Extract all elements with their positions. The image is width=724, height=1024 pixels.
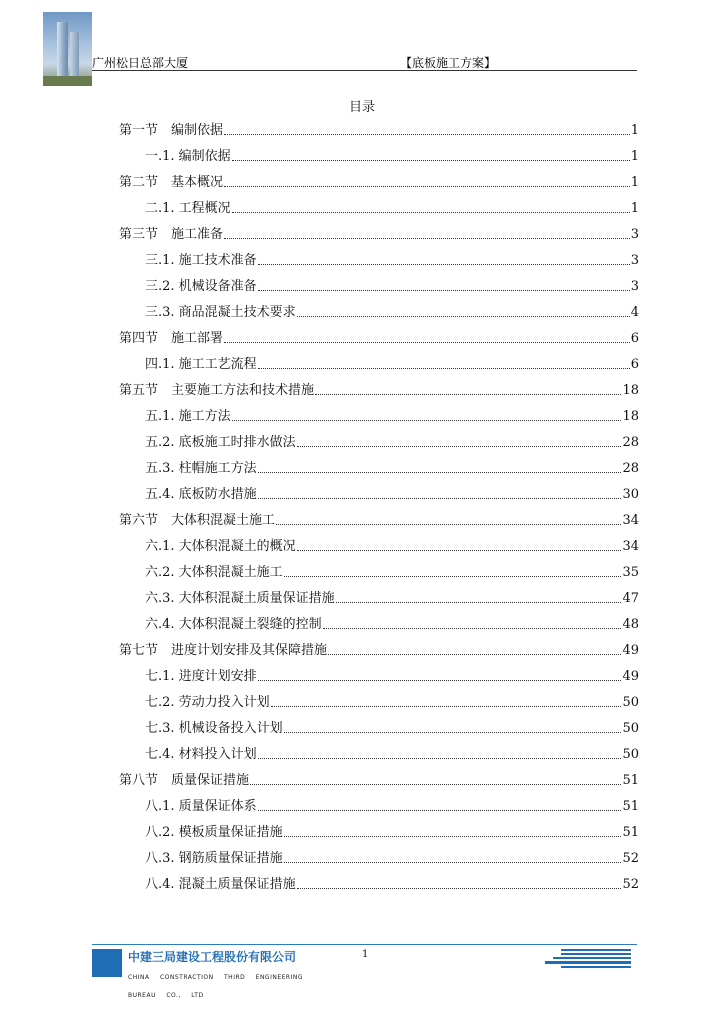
toc-entry[interactable] [119,190,639,216]
toc-entry-label: 质量保证措施 [171,773,250,788]
toc-entry-label: 进度计划安排 [178,669,257,684]
toc-entry-number: 五.4. [145,487,179,502]
toc-entry-page: 47 [622,591,639,606]
toc-entry[interactable] [119,658,639,684]
toc-dot-leader [315,394,621,395]
toc-entry-number: 六.4. [145,617,179,632]
company-name-en: CHINA CONSTRACTION THIRD ENGINEERING BUREAU CO., LTD [128,974,303,999]
toc-entry-number: 第六节 [119,513,172,528]
header-divider [92,70,637,71]
toc-entry-label: 施工技术准备 [178,253,257,268]
toc-entry-page: 1 [630,201,639,216]
toc-entry[interactable] [119,476,639,502]
toc-entry-label: 材料投入计划 [178,747,257,762]
toc-entry-page: 3 [630,279,639,294]
toc-entry[interactable] [119,216,639,242]
toc-dot-leader [232,212,630,213]
table-of-contents [119,112,639,892]
toc-entry[interactable] [119,138,639,164]
toc-dot-leader [258,498,622,499]
toc-dot-leader [232,160,630,161]
toc-entry-label: 编制依据 [171,123,224,138]
toc-entry-page: 18 [622,409,639,424]
toc-entry-page: 1 [630,149,639,164]
toc-entry-page: 52 [622,851,639,866]
company-name-cn: 中建三局建设工程股份有限公司 [128,950,297,964]
document-title: 【底板施工方案】 [400,56,497,70]
toc-entry-number: 六.1. [145,539,179,554]
toc-entry-label: 质量保证体系 [178,799,257,814]
toc-dot-leader [232,420,622,421]
toc-dot-leader [276,524,621,525]
toc-entry-label: 大体积混凝土裂缝的控制 [178,617,322,632]
toc-entry[interactable] [119,242,639,268]
toc-dot-leader [224,186,630,187]
toc-dot-leader [284,732,622,733]
toc-dot-leader [224,134,630,135]
toc-entry-number: 七.3. [145,721,179,736]
toc-dot-leader [258,290,630,291]
toc-entry-number: 四.1. [145,357,179,372]
toc-entry-label: 施工工艺流程 [178,357,257,372]
toc-entry-number: 六.3. [145,591,179,606]
toc-entry-number: 第五节 [119,383,172,398]
toc-dot-leader [284,862,622,863]
building-photo [43,12,92,86]
toc-entry-label: 工程概况 [178,201,231,216]
toc-entry-page: 28 [622,435,639,450]
toc-dot-leader [297,888,622,889]
toc-dot-leader [271,706,622,707]
toc-entry-number: 五.2. [145,435,179,450]
toc-entry-number: 第三节 [119,227,172,242]
toc-entry-number: 七.1. [145,669,179,684]
toc-entry[interactable] [119,294,639,320]
toc-entry[interactable] [119,866,639,892]
toc-dot-leader [284,836,622,837]
toc-entry-page: 3 [630,253,639,268]
toc-entry[interactable] [119,346,639,372]
toc-entry-page: 50 [622,747,639,762]
toc-entry[interactable] [119,684,639,710]
toc-entry-page: 1 [630,175,639,190]
toc-entry-number: 五.3. [145,461,179,476]
toc-entry[interactable] [119,762,639,788]
toc-entry-label: 劳动力投入计划 [178,695,270,710]
toc-entry-label: 模板质量保证措施 [178,825,283,840]
toc-entry-label: 大体积混凝土质量保证措施 [178,591,335,606]
toc-entry-label: 底板防水措施 [178,487,257,502]
toc-entry-page: 51 [622,773,639,788]
toc-entry-page: 6 [630,331,639,346]
toc-entry[interactable] [119,398,639,424]
toc-entry[interactable] [119,554,639,580]
toc-dot-leader [297,446,622,447]
toc-entry-number: 三.2. [145,279,179,294]
toc-entry[interactable] [119,632,639,658]
toc-entry-number: 第七节 [119,643,172,658]
toc-entry-page: 48 [622,617,639,632]
toc-entry-label: 底板施工时排水做法 [178,435,296,450]
toc-entry[interactable] [119,450,639,476]
toc-entry-page: 18 [622,383,639,398]
toc-dot-leader [297,316,630,317]
toc-entry-label: 主要施工方法和技术措施 [171,383,315,398]
toc-entry-number: 八.1. [145,799,179,814]
toc-entry-number: 二.1. [145,201,179,216]
toc-entry-page: 51 [622,799,639,814]
page-number: 1 [362,949,369,960]
toc-entry-page: 34 [622,513,639,528]
toc-entry-label: 大体积混凝土的概况 [178,539,296,554]
toc-entry[interactable] [119,710,639,736]
company-logo-icon [92,949,122,977]
toc-title: 目录 [348,100,375,115]
toc-entry-page: 49 [622,643,639,658]
toc-entry-page: 50 [622,721,639,736]
toc-dot-leader [258,758,622,759]
toc-dot-leader [284,576,622,577]
toc-entry-label: 施工部署 [171,331,224,346]
toc-entry-page: 49 [622,669,639,684]
toc-entry[interactable] [119,164,639,190]
toc-entry-number: 八.3. [145,851,179,866]
toc-entry-page: 3 [630,227,639,242]
toc-entry-number: 一.1. [145,149,179,164]
toc-dot-leader [258,472,622,473]
toc-entry-label: 商品混凝土技术要求 [178,305,296,320]
toc-entry-label: 机械设备准备 [178,279,257,294]
toc-entry-number: 三.3. [145,305,179,320]
toc-entry-number: 第八节 [119,773,172,788]
toc-dot-leader [224,238,630,239]
toc-entry[interactable] [119,320,639,346]
toc-entry-page: 4 [630,305,639,320]
toc-entry-page: 30 [622,487,639,502]
toc-entry-page: 1 [630,123,639,138]
toc-entry-number: 第二节 [119,175,172,190]
toc-entry-number: 第一节 [119,123,172,138]
toc-entry-page: 50 [622,695,639,710]
toc-dot-leader [323,628,622,629]
toc-entry-label: 施工方法 [178,409,231,424]
toc-entry[interactable] [119,424,639,450]
toc-entry-label: 编制依据 [178,149,231,164]
toc-dot-leader [297,550,622,551]
toc-entry-label: 施工准备 [171,227,224,242]
toc-entry-page: 34 [622,539,639,554]
toc-entry-label: 进度计划安排及其保障措施 [171,643,328,658]
toc-dot-leader [328,654,621,655]
toc-dot-leader [258,264,630,265]
company-mark-icon [545,948,631,970]
toc-entry-label: 大体积混凝土施工 [178,565,283,580]
toc-dot-leader [258,368,630,369]
toc-entry-label: 机械设备投入计划 [178,721,283,736]
toc-entry-page: 28 [622,461,639,476]
toc-entry-label: 基本概况 [171,175,224,190]
toc-entry-number: 七.2. [145,695,179,710]
toc-entry-page: 51 [622,825,639,840]
toc-entry-label: 柱帽施工方法 [178,461,257,476]
toc-dot-leader [250,784,621,785]
toc-entry-page: 52 [622,877,639,892]
toc-entry[interactable] [119,840,639,866]
toc-dot-leader [224,342,630,343]
toc-entry-number: 第四节 [119,331,172,346]
toc-entry-label: 大体积混凝土施工 [171,513,276,528]
toc-entry[interactable] [119,580,639,606]
toc-entry-label: 混凝土质量保证措施 [178,877,296,892]
toc-entry-number: 八.2. [145,825,179,840]
toc-entry-number: 六.2. [145,565,179,580]
toc-dot-leader [336,602,622,603]
toc-dot-leader [258,810,622,811]
toc-entry-page: 6 [630,357,639,372]
toc-dot-leader [258,680,622,681]
toc-entry-number: 八.4. [145,877,179,892]
toc-entry-number: 七.4. [145,747,179,762]
toc-entry[interactable] [119,372,639,398]
toc-entry[interactable] [119,112,639,138]
toc-entry-number: 三.1. [145,253,179,268]
toc-entry[interactable] [119,502,639,528]
toc-entry[interactable] [119,528,639,554]
toc-entry[interactable] [119,268,639,294]
toc-entry[interactable] [119,814,639,840]
toc-entry[interactable] [119,788,639,814]
toc-entry-number: 五.1. [145,409,179,424]
footer-divider [92,944,637,945]
project-name: 广州松日总部大厦 [92,56,189,70]
toc-entry[interactable] [119,736,639,762]
toc-entry-page: 35 [622,565,639,580]
toc-entry-label: 钢筋质量保证措施 [178,851,283,866]
toc-entry[interactable] [119,606,639,632]
